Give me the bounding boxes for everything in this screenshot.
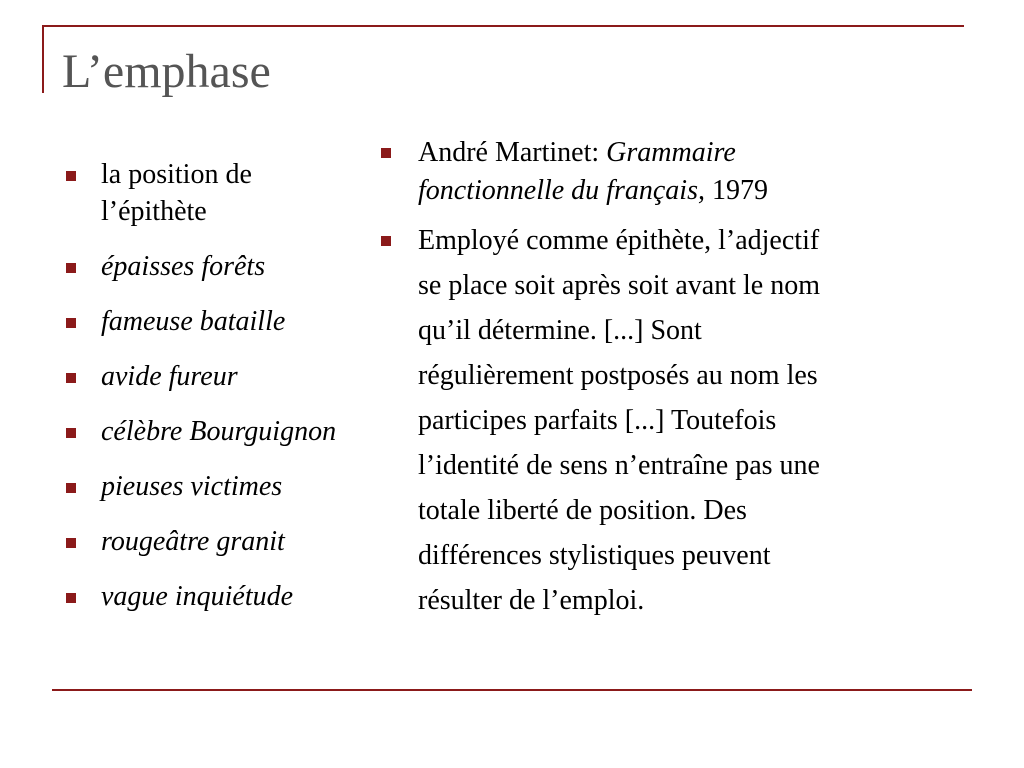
example-phrase: vague inquiétude: [101, 581, 294, 612]
quote-line: participes parfaits [...] Toutefois: [418, 405, 777, 436]
list-item-heading-line-2: l’épithète: [101, 196, 207, 227]
quote-line: qu’il détermine. [...] Sont: [418, 315, 702, 346]
quote-line: régulièrement postposés au nom les: [418, 360, 818, 391]
list-item: [66, 358, 366, 395]
square-bullet-icon: [66, 538, 76, 548]
citation-author: André Martinet:: [418, 137, 607, 168]
list-item: [66, 413, 366, 450]
square-bullet-icon: [66, 373, 76, 383]
bottom-divider: [52, 689, 972, 691]
title-frame-top-line: [42, 25, 964, 27]
right-bullet-list: [381, 134, 981, 633]
list-item-heading: [66, 156, 366, 230]
citation-line-2: [418, 172, 981, 210]
list-item: [66, 303, 366, 340]
example-phrase: avide fureur: [101, 361, 238, 392]
citation-year: 1979: [704, 175, 768, 206]
example-phrase: épaisses forêts: [101, 251, 266, 282]
square-bullet-icon: [381, 236, 391, 246]
square-bullet-icon: [381, 148, 391, 158]
square-bullet-icon: [66, 171, 76, 181]
example-phrase: pieuses victimes: [101, 471, 283, 502]
square-bullet-icon: [66, 593, 76, 603]
square-bullet-icon: [66, 318, 76, 328]
example-phrase: rougeâtre granit: [101, 526, 285, 557]
title-frame-left-line: [42, 25, 44, 93]
square-bullet-icon: [66, 263, 76, 273]
slide-title: L’emphase: [62, 45, 271, 98]
quote-item: [381, 218, 981, 623]
example-phrase: célèbre Bourguignon: [101, 416, 337, 447]
left-bullet-list: [66, 156, 366, 633]
citation-item: [381, 134, 981, 210]
square-bullet-icon: [66, 428, 76, 438]
quote-line: Employé comme épithète, l’adjectif: [418, 225, 820, 256]
quote-line: différences stylistiques peuvent: [418, 540, 771, 571]
example-phrase: fameuse bataille: [101, 306, 286, 337]
quote-line: totale liberté de position. Des: [418, 495, 747, 526]
list-item: [66, 523, 366, 560]
quote-line: l’identité de sens n’entraîne pas une: [418, 450, 820, 481]
list-item: [66, 248, 366, 285]
quote-line: résulter de l’emploi.: [418, 585, 645, 616]
list-item: [66, 468, 366, 505]
square-bullet-icon: [66, 483, 76, 493]
list-item-heading-line-1: la position de: [101, 159, 252, 190]
list-item: [66, 578, 366, 615]
quote-line: se place soit après soit avant le nom: [418, 270, 820, 301]
citation-work-part-1: Grammaire: [606, 137, 736, 168]
citation-work-part-2: fonctionnelle du français,: [418, 175, 705, 206]
citation-line-1: [418, 134, 981, 172]
